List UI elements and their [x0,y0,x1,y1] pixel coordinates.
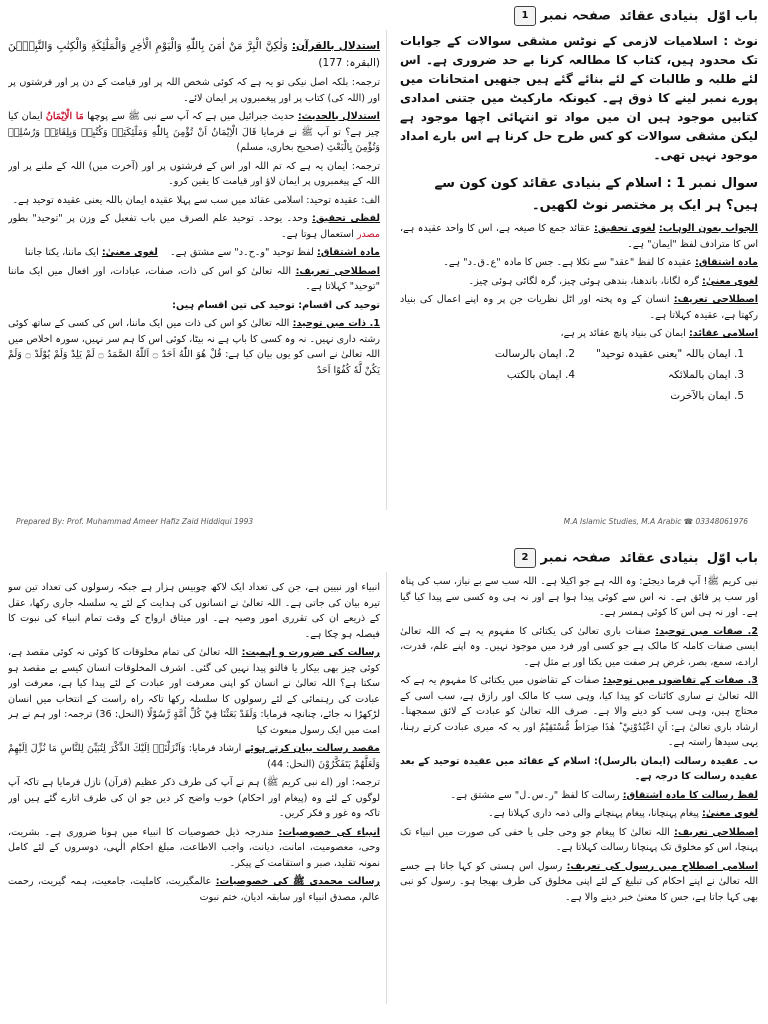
masdar-word: مصدر [356,228,380,240]
page-header [400,6,758,26]
lafzi-text: وحد۔ یوحد۔ توحید علم الصرف میں باب تفعیل کے وزن پر "توحید" بطور [8,213,308,224]
page-footer: M.A Islamic Studies, M.A Arabic ☎ 03348061976 [563,517,748,526]
lafzi-end: استعمال ہوتا ہے۔ [280,228,354,240]
chapter-title: باب اوّل [706,550,758,566]
subject-title: بنیادی عقائد [619,550,699,566]
column-divider [386,30,387,510]
list-item: 1. ایمان باللہ "یعنی عقیدہ توحید" [596,347,744,360]
hadith-text: حدیث جبرائیل میں ہے کہ آپ سے نبی ﷺ سے پوچھا [87,111,295,122]
istilahi-text: اللہ تعالیٰ کو اس کی ذات، صفات، عبادات، اور افعال میں ایک ماننا "توحید" کہلاتا ہے۔ [8,265,380,292]
ikhlas-verse: قُلْ هُوَ اللّٰهُ اَحَدٌ ۝ اَللّٰهُ الصَّمَدُ ۝ لَمْ يَلِدْ وَلَمْ يُوْلَدْ ۝ وَلَمْ يَكُنْ لَّهٗ كُفُوًا اَحَدٌ [8,349,380,376]
page-header [400,548,758,568]
muhammadi-label: رسالت محمدی ﷺ کی خصوصیات: [215,876,380,887]
taqaze-text: صفات کے تقاضوں میں یکتائی کا مفہوم یہ ہے کہ اللہ تعالیٰ نے ساری کائنات کو پیدا کیا، وہی سب کا مالک اور رازق ہے، سب اسی کے محتاج ہیں، وہی سب کو دینے والا ہے۔ صرف اللہ تعالیٰ کو عبادت کے لائق سمجھنا۔ ارشاد باری تعالیٰ ہے: [400,675,758,733]
sifat-text: صفات باری تعالیٰ کی یکتائی کا مفہوم یہ ہے کہ اللہ تعالیٰ ایسی صفات کاملہ کا مالک ہے جو کسی اور فرد میں موجود نہیں۔ وہ اپنے علم، قدرت، ارادے، سمع، بصر، غرض ہر صفت میں یکتا اور بے مثل ہے۔ [400,625,758,668]
hadith-arabic: قَالَ الْاِيْمَانُ اَنْ تُؤْمِنَ بِاللّٰهِ وَمَلٰٓئِكَتِهٖ وَكُتُبِهٖ وَبِلِقَائِهٖ وَرُسُلِهٖ وَتُؤْمِنَ بِالْبَعْثِ [8,126,380,153]
khasoosiyat-text: مندرجہ ذیل خصوصیات کا انبیاء میں ہونا ضروری ہے۔ بشریت، وحی، معصومیت، امانت، دیانت، واجب الاطاعت، مبلغ احکام الٰہی، دوسروں کے لئے کامل نمونہ تقلید، صبر و استقامت کے پیکر۔ [8,826,380,869]
hadith-question: مَا الْاِيْمَانُ [45,111,84,122]
lughvi-label: لغوی معنیٰ: [101,247,158,258]
maqsad-ref: (النحل: 44) [267,758,316,770]
quran-translation: ترجمہ: بلکہ اصل نیکی تو یہ ہے کہ کوئی شخص اللہ پر اور قیامت کے دن پر اور فرشتوں پر اور (اللہ کی) کتاب پر اور پیغمبروں پر ایمان لائے۔ [8,77,380,104]
aqaid-list [414,345,744,406]
dhat-text: اللہ تعالیٰ کو اس کی ذات میں ایک ماننا، اس کی کسی کے ساتھ کوئی رشتہ داری نہیں۔ نہ وہ کسی کا باپ ہے نہ بیٹا، کوئی اس کا ہم سر نہیں، سورہ اخلاص میں اللہ تعالیٰ نے اسی کو یوں بیان کیا ہے: [8,318,380,360]
ikhlas-translation: نبی کریم ﷺ! آپ فرما دیجئے: وہ اللہ ہے جو اکیلا ہے۔ اللہ سب سے بے نیاز، سب کی پناہ اور سب پر فائق ہے۔ نہ اس سے کوئی پیدا ہوا ہے اور نہ ہی وہ کسی سے پیدا کیا گیا ہے۔ اور نہ ہی اس کا کوئی ہمسر ہے۔ [400,576,758,618]
page-number-badge: 1 [514,6,536,26]
answer-label: الجواب بعون الوہاب: [658,223,758,234]
madda-text: رسالت کا لفظ "ر۔س۔ل" سے مشتق ہے۔ [450,789,620,801]
column-divider [386,572,387,1004]
istilahi-text: اللہ تعالیٰ کا پیغام جو وحی جلی یا خفی کی صورت میں انبیاء تک پہنچا، اس کو مخلوق تک پہنچانا رسالت کہلاتا ہے۔ [400,826,758,853]
sifat-label: 2. صفات میں توحید: [655,625,758,637]
lughvi-label: لغوی معنیٰ: [702,808,758,819]
taqaze-label: 3. صفات کے تقاضوں میں توحید: [602,675,758,686]
madda-label: مادہ اشتقاق: [695,257,758,268]
khasoosiyat-label: انبیاء کی خصوصیات: [278,826,380,838]
page-number-label: صفحہ نمبر [540,550,611,566]
list-item: 5. ایمان بالآخرت [670,389,744,402]
quran-ref: (البقرہ: 177) [318,57,380,69]
zaroorat-ref: (النحل: 36) [95,709,144,720]
intro-note: نوٹ : اسلامیات لازمی کے نوٹس مشقی سوالات کے جوابات تک محدود ہیں، کتاب کا مطالعہ کرنا بے حد ضروری ہے۔ اس لئے طلبہ و طالبات کے لئے بنائے گئے ہیں جنھیں امتحانات میں پورے نمبر لینے کا ذوق ہے۔ کیونکہ مارکیٹ میں جتنی امدادی کتابیں موجود ہیں ان میں مواد تو انتہائی اچھا موجود ہے لیکن مشقی سوالات کو کس طرح حل کرنا ہے اس بارے امداد موجود نہیں تھی۔ [400,34,758,162]
zaroorat-text: اللہ تعالیٰ کی تمام مخلوقات کا کوئی نہ کوئی مقصد ہے، کوئی چیز بھی بیکار یا فالتو پیدا نہیں کی گئی۔ اشرف المخلوقات انسان کیسے بے مقصد ہو سکتا ہے؟ اللہ تعالیٰ نے انسان کو اپنی معرفت اور عبادت کے لئے پیدا کیا ہے، معرفت اور عبادت کی رہنمائی کے لئے رسولوں کا سلسلہ رکھا تاکہ راہ راست کے انتخاب میں انسان لڑکھڑا نہ جائے، چنانچہ فرمایا: [8,647,380,720]
list-item: 4. ایمان بالکتب [506,368,575,381]
lafzi-label: لفظی تحقیق: [312,213,380,224]
dhat-label: 1. ذات میں توحید: [292,318,380,329]
list-item: 2. ایمان بالرسالت [494,347,575,360]
maqsad-verse: وَاَنْزَلْنَاۤ اِلَيْكَ الذِّكْرَ لِتُبَيِّنَ لِلنَّاسِ مَا نُزِّلَ اِلَيْهِمْ وَلَعَلَّهُمْ يَتَفَكَّرُوْنَ [8,743,380,770]
istilahi-text: انسان کے وہ پختہ اور اٹل نظریات جن پر وہ اپنے اعمال کی بنیاد رکھتا ہے، عقیدہ کہلاتا ہے۔ [400,294,758,321]
hadith-proof-label: استدلال بالحدیث: [297,111,380,122]
maqsad-text: ارشاد فرمایا: [188,743,242,754]
hadith-text-2: ایمان کیا چیز ہے؟ تو آپ ﷺ نے فرمایا [8,111,380,138]
madda-text: عقیدہ کا لفظ "عقد" سے نکلا ہے۔ جس کا مادہ "ع۔ق۔د" ہے۔ [443,257,692,268]
zaroorat-translation: ترجمہ: اور ہم نے ہر امت میں ایک رسول مبعوث کیا [8,709,380,736]
zaroorat-verse: وَلَقَدْ بَعَثْنَا فِيْ كُلِّ اُمَّةٍ رَّسُوْلًا [147,709,258,720]
madda-label: لفظ رسالت کا مادہ اشتقاق: [622,789,758,801]
rasool-label: اسلامی اصطلاح میں رسول کی تعریف: [566,860,758,872]
subject-title: بنیادی عقائد [619,8,699,24]
istilahi-label: اصطلاحی تعریف: [674,826,758,838]
term-label: لغوی تحقیق: [594,223,656,234]
maqsad-label: مقصد رسالت بیان کرتے ہوئے [244,743,380,754]
chapter-title: باب اوّل [706,8,758,24]
maqsad-translation: ترجمہ: اور (اے نبی کریم ﷺ) ہم نے آپ کی طرف ذکر عظیم (قرآن) نازل فرمایا ہے تاکہ آپ لوگوں کے لئے وہ (پیغام اور احکام) خوب واضح کر دیں جو ان کی طرف اتارے گئے ہیں اور تاکہ وہ غور و فکر کریں۔ [8,777,380,819]
hadith-ref: (صحیح بخاری، مسلم) [236,142,324,153]
lughvi-text: گرہ لگانا، باندھنا، بندھی ہوئی چیز، گرہ لگائی ہوئی چیز۔ [468,275,699,287]
page-2-column [400,542,758,1024]
istilahi-label: اصطلاحی تعریف: [673,294,758,305]
taqaze-verse: اَنِ اعْبُدُوْنِيْ ؕ هٰذَا صِرَاطٌ مُّسْتَقِيْمٌ [539,721,668,733]
quran-verse: وَلٰكِنَّ الْبِرَّ مَنْ اٰمَنَ بِاللّٰهِ وَالْيَوْمِ الْاٰخِرِ وَالْمَلٰٓئِكَةِ وَالْكِتٰبِ وَالنَّبِيّٖنَ [8,40,288,52]
list-item: 3. ایمان بالملائکہ [667,368,744,381]
page-1-left-column [8,0,380,530]
page-2-left-column [8,542,380,1024]
page-number-label: صفحہ نمبر [540,8,611,24]
page-footer: Prepared By: Prof. Muhammad Ameer Hafiz Zaid Hiddiqui 1993 [16,517,254,526]
madda-label: مادہ اشتقاق: [317,247,380,258]
quran-proof-label: استدلال بالقرآن: [291,40,380,52]
zaroorat-label: رسالت کی ضرورت و اہمیت: [241,647,380,658]
term-text: عقائد جمع کا صیغہ ہے، اس کا واحد عقیدہ ہے، اس کا مترادف لفظ "ایمان" ہے۔ [400,223,758,250]
aqaid-text: ایمان کی بنیاد پانچ عقائد پر ہے، [560,328,686,339]
rasool-text: رسول اس ہستی کو کہا جاتا ہے جسے اللہ تعالیٰ نے اپنے احکام کی تبلیغ کے لئے اپنی مخلوق کی طرف بھیجا ہو۔ رسول کو نبی بھی کہا جاتا ہے، جس کا معنیٰ خبر دینے والا ہے۔ [400,860,758,903]
lughvi-text: پیغام پہنچانا، پیغام پہنچانے والی ذمہ داری کہلاتا ہے۔ [488,808,699,819]
tawheed-types: توحید کی اقسام: توحید کی تین اقسام ہیں: [172,299,380,311]
lughvi-text: ایک ماننا، یکتا جاننا [24,247,99,258]
risalat-intro: ب۔ عقیدہ رسالت (ایمان بالرسل): اسلام کے عقائد میں عقیدہ توحید کے بعد عقیدہ رسالت کا درجہ ہے۔ [400,755,758,782]
madda-text: لفظ توحید "و۔ح۔د" سے مشتق ہے۔ [170,247,314,258]
muhammadi-text: عالمگیریت، کاملیت، جامعیت، ہمہ گیریت، رحمت عالم، مصدق انبیاء اور سابقہ ادیان، ختم نبوت [8,876,380,903]
question-1: سوال نمبر 1 : اسلام کے بنیادی عقائد کون کون سے ہیں؟ ہر ایک پر مختصر نوٹ لکھیں۔ [434,176,758,213]
tawheed-intro: الف: عقیدہ توحید: اسلامی عقائد میں سب سے پہلا عقیدہ ایمان باللہ یعنی عقیدہ توحید ہے۔ [12,194,380,206]
page-1-column [400,0,758,530]
page-number-badge: 2 [514,548,536,568]
anbiya-paragraph: انبیاء اور نبیین ہے، جن کی تعداد ایک لاکھ چوبیس ہزار ہے جبکہ رسولوں کی تعداد تین سو تیرہ بیان کی جاتی ہے۔ اللہ تعالیٰ نے انسانوں کی ہدایت کے لئے یہ سلسلہ جاری رکھا، عقل کے ذریعے ان کی تقرری امور وصیہ ہے۔ اور میثاق ارواح کے وقت تمام انبیاء کی نبوت کا فیصلہ ہو چکا ہے۔ [8,582,380,640]
istilahi-label: اصطلاحی تعریف: [295,265,380,277]
aqaid-label: اسلامی عقائد: [688,328,758,339]
lughvi-label: لغوی معنیٰ: [702,275,758,287]
hadith-translation: ترجمہ: ایمان یہ ہے کہ تم اللہ اور اس کے فرشتوں پر اور (آخرت میں) اللہ کے ملنے پر اور اللہ کے پیغمبروں پر ایمان لاؤ اور قیامت کا یقین کرو۔ [8,160,380,187]
bottom-spread [0,542,768,1024]
taqaze-end: اور یہ کہ میری عبادت کرتے رہنا، یہی سیدھا راستہ ہے۔ [400,721,758,748]
